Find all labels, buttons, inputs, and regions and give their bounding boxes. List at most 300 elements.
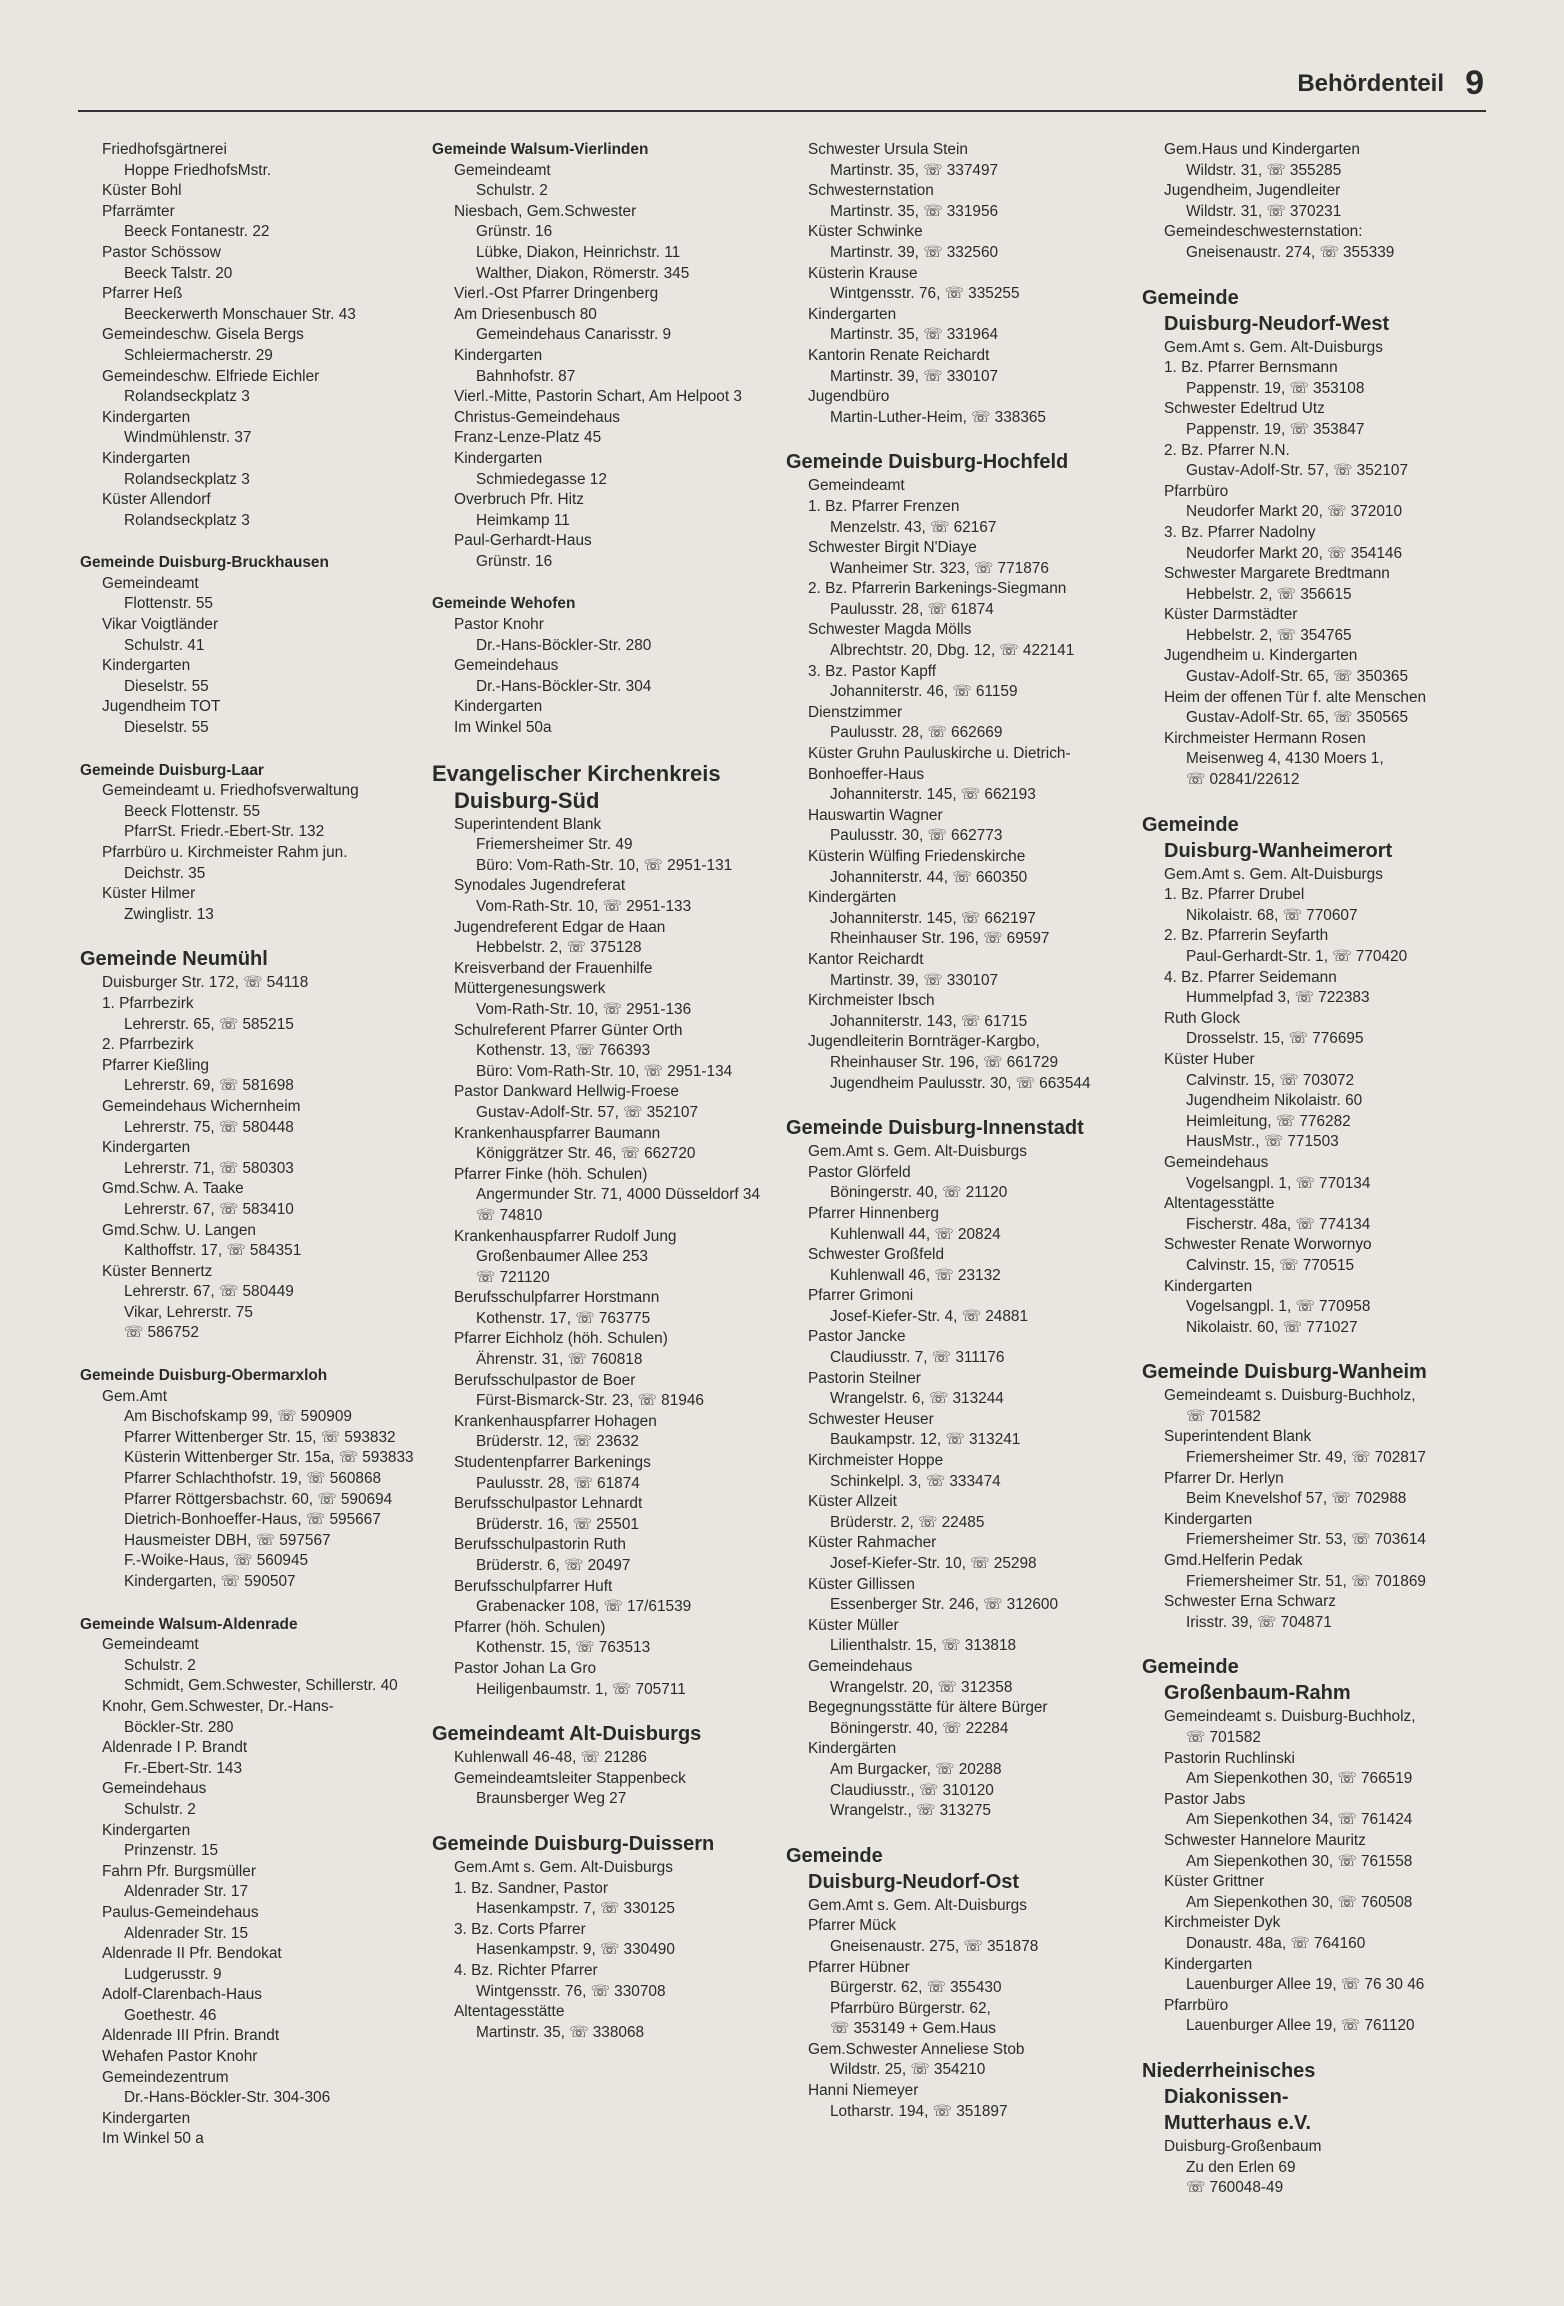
entry-line: Altentagesstätte — [454, 2003, 565, 2021]
entry-line: Friemersheimer Str. 53, ☏ 703614 — [1186, 1531, 1426, 1549]
entry-line: Vikar, Lehrerstr. 75 — [124, 1303, 253, 1321]
entry-line: Lehrerstr. 69, ☏ 581698 — [124, 1077, 294, 1095]
entry-line: Studentenpfarrer Barkenings — [454, 1454, 651, 1472]
entry-line: Brüderstr. 16, ☏ 25501 — [476, 1515, 639, 1533]
entry-line: Rolandseckplatz 3 — [124, 511, 250, 529]
entry-line: Albrechtstr. 20, Dbg. 12, ☏ 422141 — [830, 642, 1075, 660]
entry-line: Gustav-Adolf-Str. 65, ☏ 350565 — [1186, 709, 1409, 727]
entry-line: Neudorfer Markt 20, ☏ 372010 — [1186, 503, 1403, 521]
entry-line: Pastor Jancke — [808, 1328, 906, 1346]
entry-line: Küster Allendorf — [102, 491, 211, 509]
entry-line: Gemeindehaus — [808, 1657, 913, 1675]
entry-line: Büro: Vom-Rath-Str. 10, ☏ 2951-131 — [476, 856, 733, 874]
entry-line: 2. Pfarrbezirk — [102, 1036, 194, 1054]
entry-line: Wrangelstr. 6, ☏ 313244 — [830, 1390, 1004, 1408]
entry-line: Küster Bohl — [102, 182, 182, 200]
directory-section — [786, 1844, 1126, 2123]
entry-line: 2. Bz. Pfarrerin Barkenings-Siegmann — [808, 580, 1067, 598]
entry-line: Niesbach, Gem.Schwester — [454, 202, 637, 220]
section-heading: Gemeinde Duisburg-Duissern — [432, 1832, 715, 1855]
entry-line: Paulusstr. 28, ☏ 61874 — [830, 600, 994, 618]
entry-line: Altentagesstätte — [1164, 1195, 1275, 1213]
entry-line: Schmidt, Gem.Schwester, Schillerstr. 40 — [124, 1677, 398, 1695]
entry-line: Kindergarten — [102, 408, 191, 426]
entry-line: Dieselstr. 55 — [124, 677, 209, 695]
entry-line: Duisburger Str. 172, ☏ 54118 — [102, 974, 309, 992]
entry-line: Gmd.Schw. U. Langen — [102, 1221, 256, 1239]
entry-line: Wanheimer Str. 323, ☏ 771876 — [830, 559, 1049, 577]
directory-section — [432, 1722, 794, 1810]
entry-line: Jugendbüro — [808, 388, 890, 406]
entry-line: Müttergenesungswerk — [454, 980, 606, 998]
entry-line: Heimleitung, ☏ 776282 — [1186, 1112, 1351, 1130]
entry-line: Friedhofsgärtnerei — [102, 141, 227, 158]
entry-line: Kantorin Renate Reichardt — [808, 346, 990, 364]
entry-line: Lauenburger Allee 19, ☏ 76 30 46 — [1186, 1976, 1425, 1994]
entry-line: 4. Bz. Pfarrer Seidemann — [1164, 968, 1337, 986]
entry-line: Pfarrer Röttgersbachstr. 60, ☏ 590694 — [124, 1490, 393, 1508]
section-heading: Evangelischer Kirchenkreis — [432, 760, 721, 786]
directory-section — [80, 1615, 420, 2150]
entry-line: Gemeindeamt — [454, 161, 551, 179]
entry-line: Aldenrader Str. 17 — [124, 1883, 249, 1901]
directory-section — [1142, 286, 1487, 791]
entry-line: Paulusstr. 28, ☏ 61874 — [476, 1474, 640, 1492]
entry-line: Krankenhauspfarrer Baumann — [454, 1124, 661, 1142]
entry-line: Pastor Johan La Gro — [454, 1659, 597, 1677]
entry-line: Hummelpfad 3, ☏ 722383 — [1186, 989, 1370, 1007]
section-title: Behördenteil — [1297, 70, 1444, 97]
entry-line: Schwester Margarete Bredtmann — [1164, 565, 1390, 583]
entry-line: Schinkelpl. 3, ☏ 333474 — [830, 1472, 1001, 1490]
entry-line: Pastorin Ruchlinski — [1164, 1749, 1295, 1767]
directory-section — [1142, 1655, 1487, 2037]
entry-line: Bonhoeffer-Haus — [808, 765, 925, 783]
directory-section — [432, 761, 794, 1701]
entry-line: Schwester Ursula Stein — [808, 141, 968, 158]
entry-line: Irisstr. 39, ☏ 704871 — [1186, 1613, 1332, 1631]
entry-line: Pfarrbüro — [1164, 482, 1229, 500]
entry-line: Hoppe FriedhofsMstr. — [124, 161, 272, 179]
entry-line: Vikar Voigtländer — [102, 616, 219, 634]
entry-line: Paulus-Gemeindehaus — [102, 1903, 259, 1921]
entry-line: Pfarrer Schlachthofstr. 19, ☏ 560868 — [124, 1470, 382, 1488]
entry-line: Pastor Jabs — [1164, 1790, 1246, 1808]
entry-line: Gemeindeamt u. Friedhofsverwaltung — [102, 782, 359, 800]
entry-line: Küster Grittner — [1164, 1873, 1265, 1891]
entry-line: Gemeindehaus Canarisstr. 9 — [476, 326, 672, 344]
directory-section — [1142, 2059, 1487, 2199]
entry-line: ☏ 701582 — [1186, 1407, 1261, 1425]
entry-line: Gneisenaustr. 275, ☏ 351878 — [830, 1937, 1039, 1955]
entry-line: Gemeindehaus — [1164, 1153, 1269, 1171]
entry-line: Gemeindehaus — [102, 1780, 207, 1798]
entry-line: Friemersheimer Str. 51, ☏ 701869 — [1186, 1572, 1426, 1590]
entry-line: Johanniterstr. 143, ☏ 61715 — [830, 1012, 1028, 1030]
entry-line: PfarrSt. Friedr.-Ebert-Str. 132 — [124, 823, 325, 841]
entry-line: Krankenhauspfarrer Hohagen — [454, 1412, 657, 1430]
entry-line: Küsterin Wittenberger Str. 15a, ☏ 593833 — [124, 1449, 414, 1467]
entry-line: Vom-Rath-Str. 10, ☏ 2951-133 — [476, 898, 692, 915]
entry-line: Kindergärten — [808, 1740, 897, 1758]
entry-line: Kindergarten — [1164, 1955, 1253, 1973]
section-heading: Großenbaum-Rahm — [1164, 1682, 1351, 1705]
entry-line: Nikolaistr. 60, ☏ 771027 — [1186, 1318, 1358, 1336]
entry-line: Schwester Großfeld — [808, 1246, 944, 1264]
entry-line: Kantor Reichardt — [808, 950, 924, 968]
entry-line: Rheinhauser Str. 196, ☏ 661729 — [830, 1053, 1059, 1071]
entry-line: 3. Bz. Corts Pfarrer — [454, 1920, 586, 1938]
entry-line: Gem.Amt s. Gem. Alt-Duisburgs — [808, 1143, 1027, 1161]
entry-line: Christus-Gemeindehaus — [454, 408, 620, 426]
entry-line: Gneisenaustr. 274, ☏ 355339 — [1186, 243, 1395, 261]
entry-line: Beim Knevelshof 57, ☏ 702988 — [1186, 1490, 1407, 1508]
entry-line: Schulreferent Pfarrer Günter Orth — [454, 1021, 683, 1039]
entry-line: Adolf-Clarenbach-Haus — [102, 1986, 262, 2004]
section-heading: Gemeinde Wehofen — [432, 595, 576, 613]
entry-line: Paulusstr. 30, ☏ 662773 — [830, 827, 1003, 845]
entry-line: Hasenkampstr. 7, ☏ 330125 — [476, 1900, 675, 1918]
entry-line: Josef-Kiefer-Str. 4, ☏ 24881 — [830, 1307, 1029, 1325]
entry-line: Am Burgacker, ☏ 20288 — [830, 1760, 1002, 1778]
entry-line: Am Siepenkothen 30, ☏ 766519 — [1186, 1770, 1413, 1788]
entry-line: Gmd.Schw. A. Taake — [102, 1180, 244, 1198]
entry-line: Küster Rahmacher — [808, 1534, 937, 1552]
entry-line: Aldenrade III Pfrin. Brandt — [102, 2027, 280, 2045]
entry-line: Schwester Magda Mölls — [808, 621, 972, 639]
entry-line: Duisburg-Großenbaum — [1164, 2137, 1322, 2155]
entry-line: Essenberger Str. 246, ☏ 312600 — [830, 1596, 1059, 1614]
entry-line: Gemeindeschwesternstation: — [1164, 223, 1363, 241]
column-3 — [786, 140, 1126, 2144]
entry-line: Kindergarten — [102, 449, 191, 467]
directory-section — [1142, 1360, 1487, 1633]
entry-line: Vom-Rath-Str. 10, ☏ 2951-136 — [476, 1000, 692, 1018]
entry-line: Pfarrer Heß — [102, 285, 183, 303]
entry-line: Jugendheim Paulusstr. 30, ☏ 663544 — [830, 1074, 1091, 1092]
entry-line: Schulstr. 41 — [124, 636, 205, 654]
section-heading: Duisburg-Neudorf-Ost — [808, 1870, 1020, 1893]
entry-line: Am Bischofskamp 99, ☏ 590909 — [124, 1408, 352, 1426]
entry-line: Böningerstr. 40, ☏ 22284 — [830, 1719, 1009, 1737]
entry-line: Hauswartin Wagner — [808, 806, 943, 824]
entry-line: Wrangelstr. 20, ☏ 312358 — [830, 1678, 1013, 1696]
entry-line: Küster Huber — [1164, 1050, 1255, 1068]
section-heading: Duisburg-Wanheimerort — [1164, 839, 1393, 862]
entry-line: ☏ 760048-49 — [1186, 2179, 1284, 2197]
entry-line: Fischerstr. 48a, ☏ 774134 — [1186, 1215, 1371, 1233]
entry-line: Franz-Lenze-Platz 45 — [454, 429, 602, 447]
entry-line: Kindergarten, ☏ 590507 — [124, 1573, 296, 1590]
entry-line: Zu den Erlen 69 — [1186, 2158, 1296, 2176]
entry-line: Wildstr. 31, ☏ 355285 — [1186, 161, 1342, 179]
entry-line: Hebbelstr. 2, ☏ 354765 — [1186, 626, 1352, 644]
directory-section — [432, 1832, 794, 2043]
entry-line: Johanniterstr. 145, ☏ 662197 — [830, 909, 1036, 927]
entry-line: Kindergarten — [102, 1821, 191, 1839]
entry-line: Kindergarten — [102, 2109, 191, 2127]
entry-line: Schwester Renate Worwornyo — [1164, 1236, 1372, 1254]
section-heading: Gemeinde — [786, 1844, 883, 1867]
entry-line: Schwester Edeltrud Utz — [1164, 400, 1325, 418]
entry-line: Nikolaistr. 68, ☏ 770607 — [1186, 906, 1358, 924]
entry-line: Aldenrade I P. Brandt — [102, 1739, 248, 1757]
section-heading: Gemeinde Walsum-Aldenrade — [80, 1615, 298, 1633]
entry-line: Lübke, Diakon, Heinrichstr. 11 — [476, 243, 681, 261]
entry-line: Gem.Amt s. Gem. Alt-Duisburgs — [1164, 338, 1383, 356]
entry-line: Gemeindeamtsleiter Stappenbeck — [454, 1769, 686, 1787]
entry-line: Fr.-Ebert-Str. 143 — [124, 1759, 243, 1777]
entry-line: Kindergarten — [1164, 1277, 1253, 1295]
entry-line: Rolandseckplatz 3 — [124, 470, 250, 488]
entry-line: Hausmeister DBH, ☏ 597567 — [124, 1531, 331, 1549]
entry-line: Am Siepenkothen 34, ☏ 761424 — [1186, 1811, 1413, 1829]
entry-line: Pastor Knohr — [454, 616, 544, 634]
column-1 — [80, 140, 420, 2172]
entry-line: Pfarrer Mück — [808, 1917, 897, 1935]
section-heading: Duisburg-Neudorf-West — [1164, 312, 1390, 335]
entry-line: Gemeindezentrum — [102, 2068, 229, 2086]
entry-line: Gemeindeamt s. Duisburg-Buchholz, — [1164, 1387, 1416, 1405]
entry-line: Pastor Dankward Hellwig-Froese — [454, 1083, 679, 1101]
entry-line: Martinstr. 39, ☏ 332560 — [830, 243, 999, 261]
directory-section — [80, 761, 420, 926]
entry-line: Menzelstr. 43, ☏ 62167 — [830, 518, 997, 536]
entry-line: Lotharstr. 194, ☏ 351897 — [830, 2102, 1008, 2120]
entry-line: Am Siepenkothen 30, ☏ 761558 — [1186, 1852, 1413, 1870]
entry-line: Pfarrbüro u. Kirchmeister Rahm jun. — [102, 844, 348, 861]
entry-line: Lehrerstr. 65, ☏ 585215 — [124, 1015, 294, 1033]
entry-line: Gustav-Adolf-Str. 57, ☏ 352107 — [1186, 462, 1409, 480]
entry-line: Bürgerstr. 62, ☏ 355430 — [830, 1979, 1002, 1997]
directory-section — [80, 553, 420, 738]
entry-line: Kothenstr. 13, ☏ 766393 — [476, 1042, 651, 1060]
entry-line: Gemeindeamt — [102, 1636, 199, 1654]
entry-line: Aldenrader Str. 15 — [124, 1924, 249, 1942]
entry-line: Zwinglistr. 13 — [124, 905, 214, 923]
entry-line: Angermunder Str. 71, 4000 Düsseldorf 34 — [476, 1186, 761, 1204]
entry-line: Gem.Schwester Anneliese Stob — [808, 2040, 1025, 2058]
entry-line: Kuhlenwall 44, ☏ 20824 — [830, 1225, 1001, 1243]
entry-line: Wintgensstr. 76, ☏ 330708 — [476, 1982, 666, 2000]
entry-line: Drosselstr. 15, ☏ 776695 — [1186, 1030, 1364, 1048]
entry-line: Calvinstr. 15, ☏ 770515 — [1186, 1256, 1355, 1274]
entry-line: Gemeindeschw. Gisela Bergs — [102, 326, 304, 344]
entry-line: Pfarrer Finke (höh. Schulen) — [454, 1165, 648, 1183]
section-heading: Gemeinde Duisburg-Hochfeld — [786, 451, 1069, 474]
entry-line: Jugendheim, Jugendleiter — [1164, 182, 1341, 200]
entry-line: Pfarrbüro Bürgerstr. 62, — [830, 1999, 991, 2017]
entry-line: Fahrn Pfr. Burgsmüller — [102, 1862, 256, 1880]
entry-line: Krankenhauspfarrer Rudolf Jung — [454, 1227, 677, 1245]
entry-line: Lehrerstr. 67, ☏ 583410 — [124, 1200, 294, 1218]
directory-section — [80, 140, 420, 531]
entry-line: Overbruch Pfr. Hitz — [454, 491, 585, 509]
entry-line: Ährenstr. 31, ☏ 760818 — [476, 1351, 643, 1369]
entry-line: Pastor Schössow — [102, 243, 221, 261]
entry-line: Martinstr. 35, ☏ 338068 — [476, 2023, 645, 2041]
entry-line: Beeckerwerth Monschauer Str. 43 — [124, 305, 356, 323]
entry-line: Martin-Luther-Heim, ☏ 338365 — [830, 408, 1046, 426]
entry-line: 1. Bz. Pfarrer Drubel — [1164, 886, 1305, 904]
entry-line: Berufsschulpastor Lehnardt — [454, 1495, 643, 1513]
entry-line: Kothenstr. 15, ☏ 763513 — [476, 1639, 651, 1657]
entry-line: Walther, Diakon, Römerstr. 345 — [476, 264, 690, 282]
entry-line: Vierl.-Ost Pfarrer Dringenberg — [454, 285, 659, 303]
entry-line: Prinzenstr. 15 — [124, 1842, 219, 1860]
entry-line: Windmühlenstr. 37 — [124, 429, 252, 447]
entry-line: Jugendheim TOT — [102, 698, 221, 716]
entry-line: Gem.Amt s. Gem. Alt-Duisburgs — [454, 1858, 673, 1876]
entry-line: Küster Gruhn Pauluskirche u. Dietrich- — [808, 745, 1071, 763]
entry-line: 1. Bz. Sandner, Pastor — [454, 1879, 608, 1897]
page-number: 9 — [1465, 64, 1484, 102]
entry-line: Kirchmeister Hermann Rosen — [1164, 729, 1366, 747]
entry-line: Aldenrade II Pfr. Bendokat — [102, 1945, 282, 1963]
section-heading: Gemeinde — [1142, 286, 1239, 309]
section-heading: Gemeindeamt Alt-Duisburgs — [432, 1723, 702, 1746]
entry-line: Wildstr. 31, ☏ 370231 — [1186, 202, 1342, 220]
section-heading: Gemeinde Duisburg-Laar — [80, 761, 264, 779]
entry-line: Paul-Gerhardt-Haus — [454, 532, 592, 550]
entry-line: Superintendent Blank — [454, 815, 602, 833]
directory-section — [432, 594, 794, 738]
entry-line: Martinstr. 35, ☏ 331956 — [830, 202, 999, 220]
entry-line: Jugendheim u. Kindergarten — [1164, 647, 1358, 665]
entry-line: Küster Müller — [808, 1616, 899, 1634]
entry-line: Pfarrer Hinnenberg — [808, 1204, 939, 1222]
entry-line: Pfarrämter — [102, 202, 175, 220]
directory-section — [80, 947, 420, 1344]
entry-line: 2. Bz. Pfarrer N.N. — [1164, 441, 1290, 459]
section-heading: Gemeinde Neumühl — [80, 948, 268, 971]
entry-line: Pastor Glörfeld — [808, 1163, 911, 1181]
entry-line: Meisenweg 4, 4130 Moers 1, — [1186, 750, 1384, 768]
entry-line: Grabenacker 108, ☏ 17/61539 — [476, 1598, 692, 1616]
entry-line: Hebbelstr. 2, ☏ 356615 — [1186, 585, 1352, 603]
entry-line: 1. Bz. Pfarrer Bernsmann — [1164, 359, 1338, 377]
directory-section — [80, 1366, 420, 1593]
entry-line: Böckler-Str. 280 — [124, 1718, 234, 1736]
entry-line: Pfarrer Dr. Herlyn — [1164, 1469, 1284, 1487]
section-heading: Gemeinde — [1142, 1656, 1239, 1679]
entry-line: Paulusstr. 28, ☏ 662669 — [830, 724, 1003, 742]
entry-line: Flottenstr. 55 — [124, 595, 213, 613]
entry-line: Kindergarten — [454, 449, 543, 467]
entry-line: Heim der offenen Tür f. alte Menschen — [1164, 688, 1427, 706]
entry-line: Küster Darmstädter — [1164, 606, 1298, 624]
entry-line: Jugendheim Nikolaistr. 60 — [1186, 1092, 1363, 1110]
entry-line: Gem.Haus und Kindergarten — [1164, 141, 1360, 158]
entry-line: Hasenkampstr. 9, ☏ 330490 — [476, 1941, 675, 1959]
entry-line: Lehrerstr. 67, ☏ 580449 — [124, 1283, 294, 1301]
entry-line: Schleiermacherstr. 29 — [124, 346, 273, 364]
entry-line: Ludgerusstr. 9 — [124, 1965, 222, 1983]
entry-line: Dienstzimmer — [808, 703, 903, 721]
section-heading: Gemeinde Walsum-Vierlinden — [432, 141, 649, 158]
entry-line: Pfarrer (höh. Schulen) — [454, 1618, 606, 1636]
entry-line: Kindergarten — [454, 698, 543, 716]
entry-line: Friemersheimer Str. 49 — [476, 836, 633, 854]
entry-line: Jugendleiterin Bornträger-Kargbo, — [808, 1033, 1040, 1051]
section-heading: Gemeinde Duisburg-Wanheim — [1142, 1361, 1427, 1384]
entry-line: Küster Allzeit — [808, 1493, 897, 1511]
entry-line: Johanniterstr. 46, ☏ 61159 — [830, 683, 1018, 701]
entry-line: Martinstr. 39, ☏ 330107 — [830, 367, 999, 385]
entry-line: 2. Bz. Pfarrerin Seyfarth — [1164, 927, 1329, 945]
entry-line: ☏ 586752 — [124, 1324, 199, 1342]
entry-line: Kirchmeister Ibsch — [808, 992, 935, 1010]
entry-line: Brüderstr. 2, ☏ 22485 — [830, 1513, 985, 1531]
entry-line: Grünstr. 16 — [476, 223, 553, 241]
entry-line: Beeck Flottenstr. 55 — [124, 802, 261, 820]
entry-line: Hanni Niemeyer — [808, 2082, 919, 2100]
entry-line: Beeck Fontanestr. 22 — [124, 223, 270, 241]
entry-line: Vierl.-Mitte, Pastorin Schart, Am Helpoot 3 — [454, 388, 742, 406]
entry-line: Josef-Kiefer-Str. 10, ☏ 25298 — [830, 1555, 1037, 1572]
entry-line: Kindergarten — [102, 1139, 191, 1157]
entry-line: Küster Gillissen — [808, 1575, 915, 1593]
entry-line: Kreisverband der Frauenhilfe — [454, 959, 653, 977]
entry-line: Berufsschulpfarrer Huft — [454, 1577, 613, 1595]
entry-line: Schwesternstation — [808, 182, 934, 200]
entry-line: Gemeindeamt — [102, 574, 199, 592]
entry-line: Grünstr. 16 — [476, 552, 553, 570]
entry-line: Kalthoffstr. 17, ☏ 584351 — [124, 1242, 302, 1260]
entry-line: HausMstr., ☏ 771503 — [1186, 1133, 1339, 1151]
entry-line: Johanniterstr. 145, ☏ 662193 — [830, 786, 1036, 804]
entry-line: Wehafen Pastor Knohr — [102, 2048, 258, 2066]
entry-line: Pfarrer Eichholz (höh. Schulen) — [454, 1330, 668, 1348]
entry-line: Hebbelstr. 2, ☏ 375128 — [476, 939, 642, 957]
entry-line: ☏ 701582 — [1186, 1729, 1261, 1746]
entry-line: 3. Bz. Pfarrer Nadolny — [1164, 523, 1316, 541]
directory-section — [786, 1116, 1126, 1822]
entry-line: Martinstr. 35, ☏ 331964 — [830, 326, 999, 344]
entry-line: Neudorfer Markt 20, ☏ 354146 — [1186, 544, 1403, 562]
header-rule — [78, 110, 1486, 112]
section-heading: Gemeinde — [1142, 813, 1239, 836]
entry-line: Im Winkel 50a — [454, 719, 552, 737]
entry-line: Begegnungsstätte für ältere Bürger — [808, 1699, 1048, 1717]
entry-line: Küsterin Wülfing Friedenskirche — [808, 848, 1026, 865]
entry-line: Kirchmeister Dyk — [1164, 1914, 1281, 1932]
entry-line: F.-Woike-Haus, ☏ 560945 — [124, 1552, 309, 1570]
entry-line: Kindergarten — [1164, 1510, 1253, 1528]
entry-line: Dr.-Hans-Böckler-Str. 304 — [476, 677, 652, 695]
directory-section — [1142, 813, 1487, 1339]
entry-line: Kindergarten — [808, 305, 897, 323]
section-heading: Gemeinde Duisburg-Innenstadt — [786, 1117, 1084, 1140]
entry-line: Claudiusstr. 7, ☏ 311176 — [830, 1349, 1005, 1367]
entry-line: Deichstr. 35 — [124, 864, 206, 882]
entry-line: Pfarrer Grimoni — [808, 1287, 914, 1305]
section-heading: Gemeinde Duisburg-Obermarxloh — [80, 1367, 328, 1385]
entry-line: Martinstr. 35, ☏ 337497 — [830, 161, 999, 179]
entry-line: Kuhlenwall 46, ☏ 23132 — [830, 1266, 1001, 1284]
entry-line: Im Winkel 50 a — [102, 2130, 204, 2148]
entry-line: Kindergarten — [102, 657, 191, 675]
entry-line: Gustav-Adolf-Str. 57, ☏ 352107 — [476, 1103, 699, 1121]
entry-line: Schwester Hannelore Mauritz — [1164, 1831, 1366, 1849]
entry-line: Martinstr. 39, ☏ 330107 — [830, 971, 999, 989]
entry-line: Vogelsangpl. 1, ☏ 770134 — [1186, 1174, 1371, 1192]
entry-line: Knohr, Gem.Schwester, Dr.-Hans- — [102, 1697, 334, 1715]
entry-line: Brüderstr. 6, ☏ 20497 — [476, 1557, 631, 1574]
entry-line: Beeck Talstr. 20 — [124, 264, 233, 282]
entry-line: Küster Bennertz — [102, 1262, 213, 1280]
entry-line: Gustav-Adolf-Str. 65, ☏ 350365 — [1186, 668, 1409, 686]
